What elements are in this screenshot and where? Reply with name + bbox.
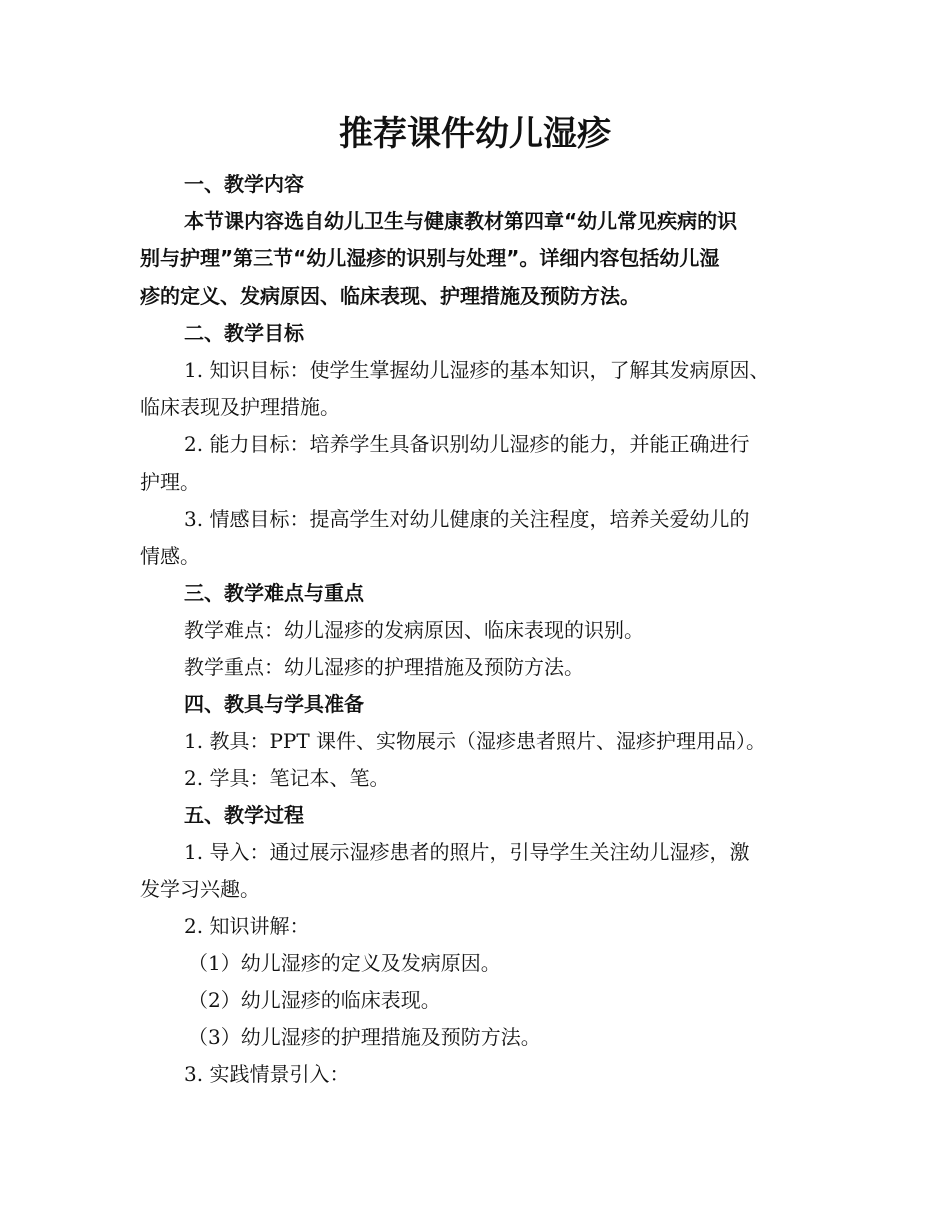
paragraph-line: 1. 知识目标：使学生掌握幼儿湿疹的基本知识，了解其发病原因、: [184, 358, 770, 382]
paragraph-line: 情感。: [140, 544, 200, 568]
paragraph-line: 临床表现及护理措施。: [140, 395, 340, 419]
section-heading-process: 五、教学过程: [184, 803, 304, 827]
paragraph-line: 发学习兴趣。: [140, 877, 260, 901]
paragraph-line: 别与护理”第三节“幼儿湿疹的识别与处理”。详细内容包括幼儿湿: [140, 246, 720, 270]
paragraph-line: 1. 教具：PPT 课件、实物展示（湿疹患者照片、湿疹护理用品）。: [184, 729, 767, 753]
section-heading-difficulties: 三、教学难点与重点: [184, 581, 364, 605]
section-heading-teaching-goals: 二、教学目标: [184, 321, 304, 345]
paragraph-line: 疹的定义、发病原因、临床表现、护理措施及预防方法。: [140, 284, 640, 308]
section-heading-teaching-content: 一、教学内容: [184, 172, 304, 196]
section-heading-materials: 四、教具与学具准备: [184, 692, 364, 716]
paragraph-line: 2. 能力目标：培养学生具备识别幼儿湿疹的能力，并能正确进行: [184, 432, 750, 456]
list-item: （1）幼儿湿疹的定义及发病原因。: [188, 951, 501, 975]
list-item: （2）幼儿湿疹的临床表现。: [188, 988, 441, 1012]
document-title: 推荐课件幼儿湿疹: [339, 114, 611, 154]
paragraph-line: 教学难点：幼儿湿疹的发病原因、临床表现的识别。: [184, 618, 644, 642]
paragraph-line: 2. 学具：笔记本、笔。: [184, 766, 390, 790]
paragraph-line: 3. 情感目标：提高学生对幼儿健康的关注程度，培养关爱幼儿的: [184, 507, 750, 531]
paragraph-line: 本节课内容选自幼儿卫生与健康教材第四章“幼儿常见疾病的识: [184, 209, 738, 233]
paragraph-line: 护理。: [140, 470, 200, 494]
paragraph-line: 3. 实践情景引入：: [184, 1062, 350, 1086]
paragraph-line: 教学重点：幼儿湿疹的护理措施及预防方法。: [184, 655, 584, 679]
paragraph-line: 2. 知识讲解：: [184, 914, 310, 938]
paragraph-line: 1. 导入：通过展示湿疹患者的照片，引导学生关注幼儿湿疹，激: [184, 840, 750, 864]
list-item: （3）幼儿湿疹的护理措施及预防方法。: [188, 1025, 541, 1049]
